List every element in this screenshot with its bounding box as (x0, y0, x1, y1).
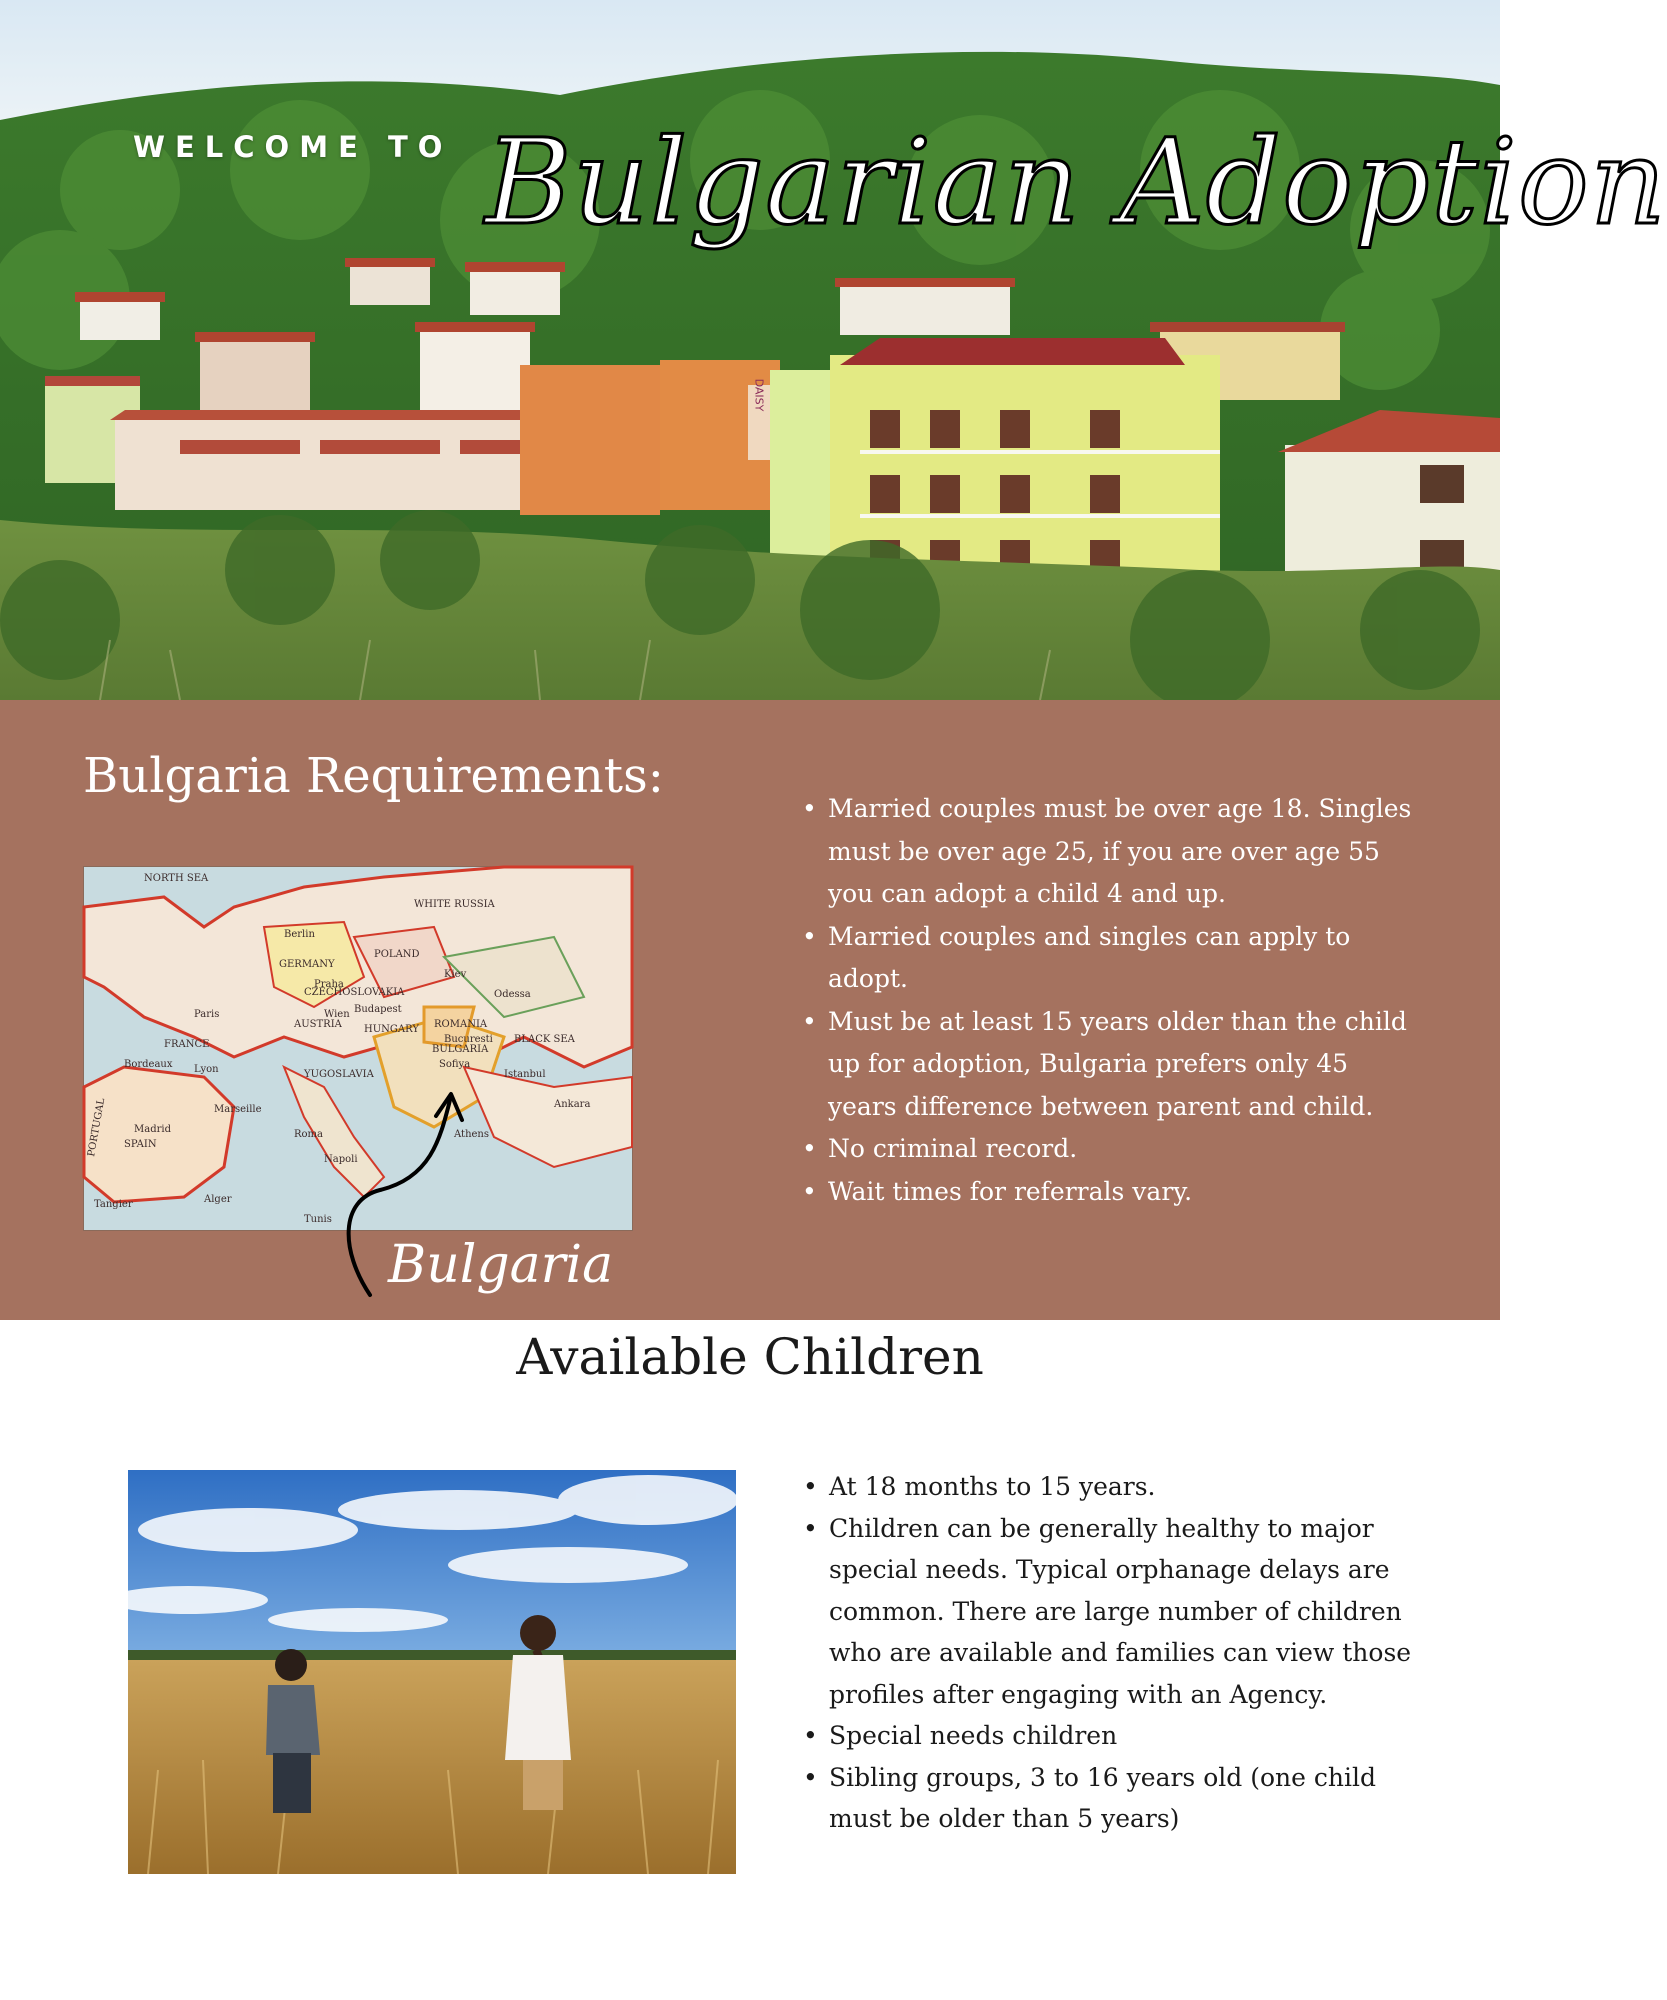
requirements-section (0, 700, 1500, 1320)
svg-text:Paris: Paris (194, 1009, 220, 1020)
svg-text:Tangier: Tangier (94, 1199, 133, 1210)
svg-text:HUNGARY: HUNGARY (364, 1024, 419, 1035)
svg-text:Berlin: Berlin (284, 929, 315, 940)
welcome-text: WELCOME TO (133, 130, 453, 164)
svg-text:POLAND: POLAND (374, 949, 420, 960)
daisy-sign: DAISY (752, 378, 766, 412)
list-item: • Children can be generally healthy to major special needs. Typical orphanage delays are common. There are large number of children who are available and families can view those profiles after engaging with an Agency. (803, 1508, 1423, 1716)
svg-text:Athens: Athens (454, 1129, 489, 1140)
list-item: • Married couples and singles can apply to adopt. (802, 916, 1422, 1001)
page-title: Bulgarian Adoption (485, 113, 1667, 251)
svg-text:BLACK SEA: BLACK SEA (514, 1034, 575, 1045)
svg-text:Madrid: Madrid (134, 1124, 171, 1135)
svg-text:Ankara: Ankara (554, 1099, 591, 1110)
svg-text:Wien: Wien (324, 1009, 350, 1020)
svg-text:BULGARIA: BULGARIA (432, 1044, 489, 1055)
svg-text:Napoli: Napoli (324, 1154, 358, 1165)
svg-text:Kiev: Kiev (444, 969, 467, 980)
svg-text:Marseille: Marseille (214, 1104, 262, 1115)
list-item: • Must be at least 15 years older than the child up for adoption, Bulgaria prefers only 45 years difference between parent and child. (802, 1001, 1422, 1129)
svg-text:ROMANIA: ROMANIA (434, 1019, 488, 1030)
hero-village-photo (0, 0, 1667, 700)
svg-text:Bordeaux: Bordeaux (124, 1059, 173, 1070)
children-heading: Available Children (516, 1328, 984, 1386)
svg-text:AUSTRIA: AUSTRIA (294, 1019, 342, 1030)
svg-text:WHITE RUSSIA: WHITE RUSSIA (414, 899, 495, 910)
svg-text:Alger: Alger (204, 1194, 232, 1205)
svg-text:Sofiya: Sofiya (439, 1059, 471, 1070)
svg-text:Odessa: Odessa (494, 989, 531, 1000)
requirements-list (802, 788, 1422, 1213)
bulgaria-map-label: Bulgaria (388, 1235, 614, 1295)
svg-text:GERMANY: GERMANY (279, 959, 335, 970)
list-item: • No criminal record. (802, 1128, 1422, 1171)
svg-text:Tunis: Tunis (304, 1214, 332, 1225)
svg-text:FRANCE: FRANCE (164, 1039, 210, 1050)
svg-text:Budapest: Budapest (354, 1004, 402, 1015)
hero-banner (0, 0, 1667, 700)
list-item: • Special needs children (803, 1715, 1423, 1757)
list-item: • Sibling groups, 3 to 16 years old (one child must be older than 5 years) (803, 1757, 1423, 1840)
list-item: • At 18 months to 15 years. (803, 1466, 1423, 1508)
list-item: • Wait times for referrals vary. (802, 1171, 1422, 1214)
svg-text:Bucuresti: Bucuresti (444, 1034, 493, 1045)
svg-text:Praha: Praha (314, 979, 344, 990)
requirements-heading: Bulgaria Requirements: (83, 748, 664, 804)
svg-text:Lyon: Lyon (194, 1064, 219, 1075)
svg-text:CZECHOSLOVAKIA: CZECHOSLOVAKIA (304, 987, 405, 998)
svg-text:NORTH SEA: NORTH SEA (144, 873, 209, 884)
list-item: • Married couples must be over age 18. Singles must be over age 25, if you are over age 55 you can adopt a child 4 and up. (802, 788, 1422, 916)
svg-text:Istanbul: Istanbul (504, 1069, 546, 1080)
svg-text:SPAIN: SPAIN (124, 1139, 157, 1150)
svg-text:YUGOSLAVIA: YUGOSLAVIA (304, 1069, 374, 1080)
svg-text:PORTUGAL: PORTUGAL (86, 1097, 108, 1158)
children-field-photo (128, 1470, 736, 1874)
svg-text:Roma: Roma (294, 1129, 323, 1140)
children-list (803, 1466, 1423, 1840)
